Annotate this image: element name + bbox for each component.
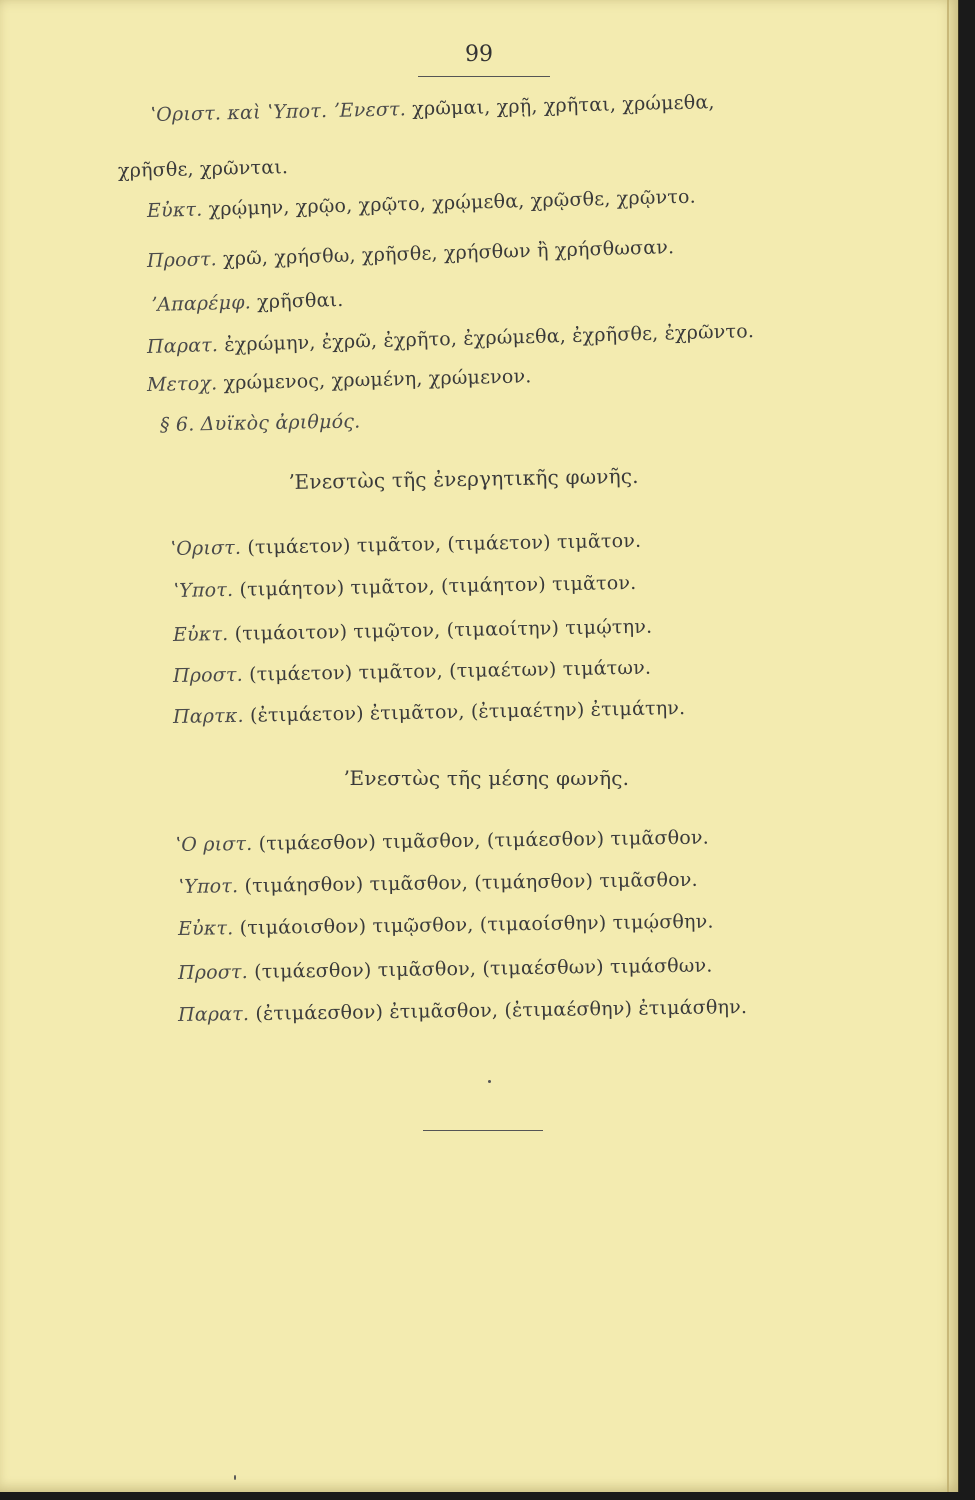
row-label: ʽΥποτ.: [177, 875, 239, 898]
row-label: Παρτκ.: [172, 704, 244, 728]
row-label: ʽΥποτ.: [172, 578, 234, 602]
section-heading-active: ʼΕνεστὼς τῆς ἐνεργητικῆς φωνῆς.: [287, 463, 639, 494]
text-line: [150, 91, 715, 126]
line-text: χρῴμην, χρῷο, χρῷτο, χρῴμεθα, χρῷσθε, χρῷντο.: [202, 185, 697, 221]
page-number: 99: [465, 42, 493, 67]
text-line: [147, 236, 675, 272]
line-label: ʼΑπαρέμφ.: [150, 291, 252, 316]
row-text: (τιμάεσθον) τιμᾶσθον, (τιμαέσθων) τιμάσθων.: [247, 954, 713, 984]
row-text: (τιμάετον) τιμᾶτον, (τιμαέτων) τιμάτων.: [242, 656, 652, 686]
line-label: Προστ.: [146, 248, 218, 272]
table-row: [178, 869, 698, 898]
row-label: Εὐκτ.: [172, 623, 229, 646]
table-row: [173, 657, 651, 687]
page-edge-line: [947, 0, 949, 1492]
table-row: [173, 616, 653, 646]
line-label: Εὐκτ.: [146, 198, 203, 222]
line-label: Παρατ.: [146, 334, 219, 358]
line-text: ἐχρώμην, ἐχρῶ, ἐχρῆτο, ἐχρώμεθα, ἐχρῆσθε, ἐχρῶντο.: [217, 320, 755, 357]
row-text: (ἐτιμάετον) ἐτιμᾶτον, (ἐτιμαέτην) ἐτιμάτην.: [243, 697, 686, 727]
table-row: [175, 827, 709, 856]
text-line: [118, 156, 289, 182]
row-text: (τιμάετον) τιμᾶτον, (τιμάετον) τιμᾶτον.: [240, 529, 642, 559]
line-text: χρώμενος, χρωμένη, χρώμενον.: [217, 365, 532, 395]
row-label: ʽΟριστ.: [169, 536, 242, 560]
ink-speck: [234, 1475, 236, 1480]
table-row: [178, 955, 713, 984]
table-row: [170, 530, 642, 560]
section-title-text: § 6. Δυϊκὸς ἀριθμός.: [159, 410, 361, 436]
line-text: χρῆσθαι.: [250, 288, 344, 314]
ink-speck: [488, 1080, 491, 1083]
text-line: [147, 186, 696, 222]
row-text: (τιμάοισθον) τιμῷσθον, (τιμαοίσθην) τιμῴσθην.: [233, 910, 714, 940]
text-line: [147, 365, 532, 396]
table-row: [178, 911, 714, 940]
row-label: Προστ.: [177, 961, 249, 984]
row-label: Εὐκτ.: [177, 917, 234, 940]
table-row: [178, 996, 747, 1026]
end-rule: [423, 1130, 543, 1131]
row-label: ʽΟ ριστ.: [174, 832, 253, 856]
row-text: (τιμάεσθον) τιμᾶσθον, (τιμάεσθον) τιμᾶσθον.: [252, 826, 710, 855]
row-label: Παρατ.: [177, 1003, 250, 1026]
row-text: (τιμάησθον) τιμᾶσθον, (τιμάησθον) τιμᾶσθον.: [238, 868, 698, 898]
row-label: Προστ.: [172, 663, 244, 687]
line-text: χρῆσθε, χρῶνται.: [117, 156, 289, 182]
section-heading-middle: ʼΕνεστὼς τῆς μέσης φωνῆς.: [343, 766, 630, 790]
line-text: χρῶμαι, χρῇ, χρῆται, χρώμεθα,: [405, 91, 715, 121]
row-text: (ἐτιμάεσθον) ἐτιμᾶσθον, (ἐτιμαέσθην) ἐτιμάσθην.: [248, 996, 748, 1026]
row-text: (τιμάοιτον) τιμῷτον, (τιμαοίτην) τιμῴτην.: [228, 615, 653, 646]
section-number-title: [160, 411, 361, 436]
text-line: [147, 320, 755, 358]
row-text: (τιμάητον) τιμᾶτον, (τιμάητον) τιμᾶτον.: [233, 571, 637, 601]
line-label: ʽΟριστ. καὶ ʽΥποτ. ʼΕνεστ.: [149, 98, 407, 126]
line-text: χρῶ, χρήσθω, χρῆσθε, χρήσθων ἢ χρήσθωσαν.: [216, 236, 675, 271]
line-label: Μετοχ.: [146, 372, 218, 396]
header-rule: [418, 76, 550, 77]
text-line: [151, 289, 344, 316]
table-row: [173, 697, 686, 728]
table-row: [173, 572, 637, 602]
